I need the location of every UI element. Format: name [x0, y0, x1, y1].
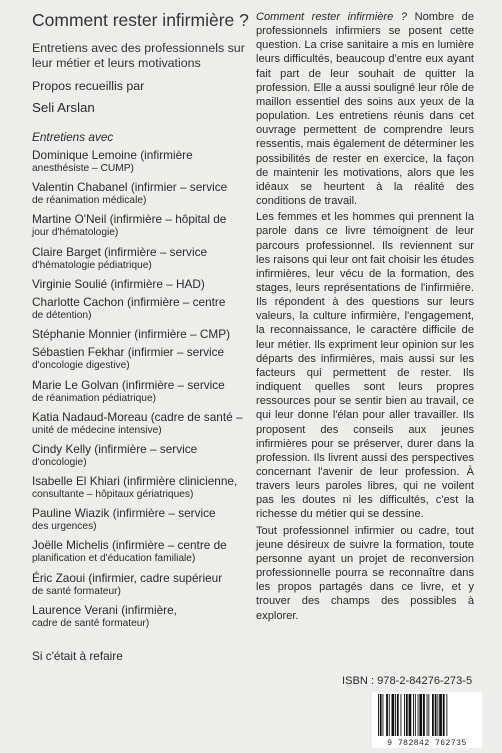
interviewee-role: de santé formateur) [32, 585, 121, 597]
barcode-bar [380, 694, 382, 736]
barcode-bar [446, 694, 447, 736]
barcode-bar [406, 694, 408, 736]
barcode-bar [413, 694, 414, 736]
interviewee-role: d'oncologie digestive) [32, 360, 130, 372]
list-item [32, 571, 258, 599]
list-item [32, 506, 258, 534]
barcode-bar [423, 694, 425, 736]
interviews-heading: Entretiens avec [32, 130, 114, 144]
interviewee-name: Cindy Kelly (infirmière – service [32, 441, 198, 456]
interviewee-name: Sébastien Fekhar (infirmier – service [32, 345, 225, 360]
interviewee-name: Martine O'Neil (infirmière – hôpital de [32, 212, 227, 227]
interviewee-role: consultante – hôpitaux gériatriques) [32, 489, 194, 501]
interviewee-role: jour d'hématologie) [32, 227, 119, 239]
list-item [32, 345, 258, 373]
interviewee-name: Stéphanie Monnier (infirmière – CMP) [32, 327, 231, 342]
barcode-bar [378, 694, 379, 736]
propos-label: Propos recueillis par [32, 79, 145, 93]
barcode-bar [389, 694, 390, 736]
interviewee-name: Claire Barget (infirmière – service [32, 244, 208, 259]
interviewee-name: Éric Zaoui (infirmier, cadre supérieur [32, 570, 223, 585]
list-item [32, 180, 258, 208]
interviewee-name: Marie Le Golvan (infirmière – service [32, 377, 225, 392]
barcode-bar [432, 694, 434, 736]
list-item [32, 327, 258, 341]
interviewee-name: Joëlle Michelis (infirmière – centre de [32, 538, 227, 553]
list-item [32, 277, 258, 291]
interviewee-role: d'oncologie) [32, 456, 87, 468]
book-subtitle: Entretiens avec des professionnels sur leur métier et leurs motivations [32, 41, 245, 70]
list-item [32, 212, 258, 240]
barcode-bar [383, 694, 384, 736]
list-item [32, 295, 258, 323]
barcode-bar [395, 694, 396, 736]
list-item [32, 603, 258, 631]
interviewee-role: de réanimation pédiatrique) [32, 392, 157, 404]
barcode [372, 692, 482, 748]
barcode-bars [376, 692, 478, 738]
barcode-bar [427, 694, 428, 736]
list-item [32, 410, 258, 438]
interviewee-role: d'hématologie pédiatrique) [32, 259, 152, 271]
barcode-bar [435, 694, 437, 736]
list-item [32, 378, 258, 406]
closing-chapter-title: Si c'était à refaire [32, 648, 123, 663]
paragraph-title: Comment rester infirmière ? [256, 11, 408, 23]
interviewee-role: de réanimation médicale) [32, 195, 147, 207]
list-item [32, 148, 258, 176]
interviewee-name: Valentin Chabanel (infirmier – service [32, 180, 228, 195]
interviewee-role: cadre de santé formateur) [32, 617, 150, 629]
list-item [32, 442, 258, 470]
barcode-bar [392, 694, 395, 736]
interviewee-name: Isabelle El Khiari (infirmière clinicienne, [32, 474, 238, 489]
list-item [32, 245, 258, 273]
interviewee-list [32, 148, 258, 631]
author-name: Seli Arslan [32, 100, 95, 115]
interviewee-name: Virginie Soulié (infirmière – HAD) [32, 276, 205, 291]
summary-paragraph-1 [256, 10, 474, 208]
interviewee-role: anesthésiste – CUMP) [32, 163, 134, 174]
barcode-bar [439, 694, 442, 736]
list-item [32, 538, 258, 566]
barcode-bar [401, 694, 402, 736]
summary-paragraph-2: Les femmes et les hommes qui prennent la parole dans ce livre témoignent de leur parcours professionnel. Ils reviennent sur les raisons qui leur ont fait choisir les études infirmières, leur vécu de la formation, des stages, leurs représentations de l'infirmière. Ils répondent à des questions sur leurs valeurs, la culture infirmière, l'engagement, la reconnaissance, le caractère difficile de leur métier. Ils expriment leur opinion sur les départs des infirmières, mais aussi sur les facteurs qui permettent de rester. Ils indiquent quelles sont leurs propres ressources pour se sentir bien au travail, ce qui leur donne l'élan pour aller travailler. Ils proposent des conseils aux jeunes infirmières pour se préserver, durer dans la profession. Ils livrent aussi des perspectives concernant l'avenir de leur profession. À travers leurs paroles libres, qui ne voilent pas les doutes ni les difficultés, c'est la richesse du métier qui se dessine. [256, 211, 474, 521]
barcode-digits: 9 782842 762735 [387, 739, 467, 748]
book-title: Comment rester infirmière ? [32, 10, 249, 30]
interviewee-role: de détention) [32, 309, 92, 321]
barcode-bar [404, 694, 405, 736]
interviewee-name: Laurence Verani (infirmière, [32, 602, 177, 617]
barcode-bar [409, 694, 412, 736]
paragraph-text: Nombre de professionnels infirmiers se posent cette question. La crise sanitaire a mis en lumière leurs difficultés, beaucoup d'entre eux ayant fait part de leur souhait de quitter la profession. Elle a aussi souligné leur rôle de maillon essentiel des soins aux yeux de la population. Les entretiens réunis dans cet ouvrage permettent de comprendre leurs ressentis, mais également de déterminer les possibilités de rester en exercice, la façon de maintenir les motivations, alors que les idéaux se heurtent à la réalité des conditions de travail. [256, 11, 474, 208]
list-item [32, 474, 258, 502]
right-column [256, 10, 474, 625]
barcode-bar [397, 694, 399, 736]
interviewee-name: Pauline Wiazik (infirmière – service [32, 506, 216, 521]
barcode-bar [437, 694, 438, 736]
summary-paragraph-3: Tout professionnel infirmier ou cadre, tout jeune désireux de suivre la formation, toute personne ayant un projet de reconversion professionnelle pourra se reconnaître dans les propos partagés dans ce livre, et y trouver des champs des possibles à explorer. [256, 524, 474, 622]
interviewee-name: Charlotte Cachon (infirmière – centre [32, 294, 226, 309]
barcode-bar [443, 694, 445, 736]
interviewee-name: Katia Nadaud-Moreau (cadre de santé – [32, 409, 243, 424]
barcode-bar [386, 694, 388, 736]
interviewee-name: Dominique Lemoine (infirmière [32, 148, 193, 162]
isbn-label: ISBN : 978-2-84276-273-5 [342, 675, 473, 687]
interviewee-role: planification et d'éducation familiale) [32, 553, 196, 565]
barcode-bar [419, 694, 422, 736]
barcode-bar [428, 694, 429, 736]
interviewee-role: unité de médecine intensive) [32, 424, 162, 436]
barcode-bar [418, 694, 419, 736]
left-column [32, 10, 258, 675]
interviewee-role: des urgences) [32, 521, 97, 533]
barcode-bar [415, 694, 416, 736]
